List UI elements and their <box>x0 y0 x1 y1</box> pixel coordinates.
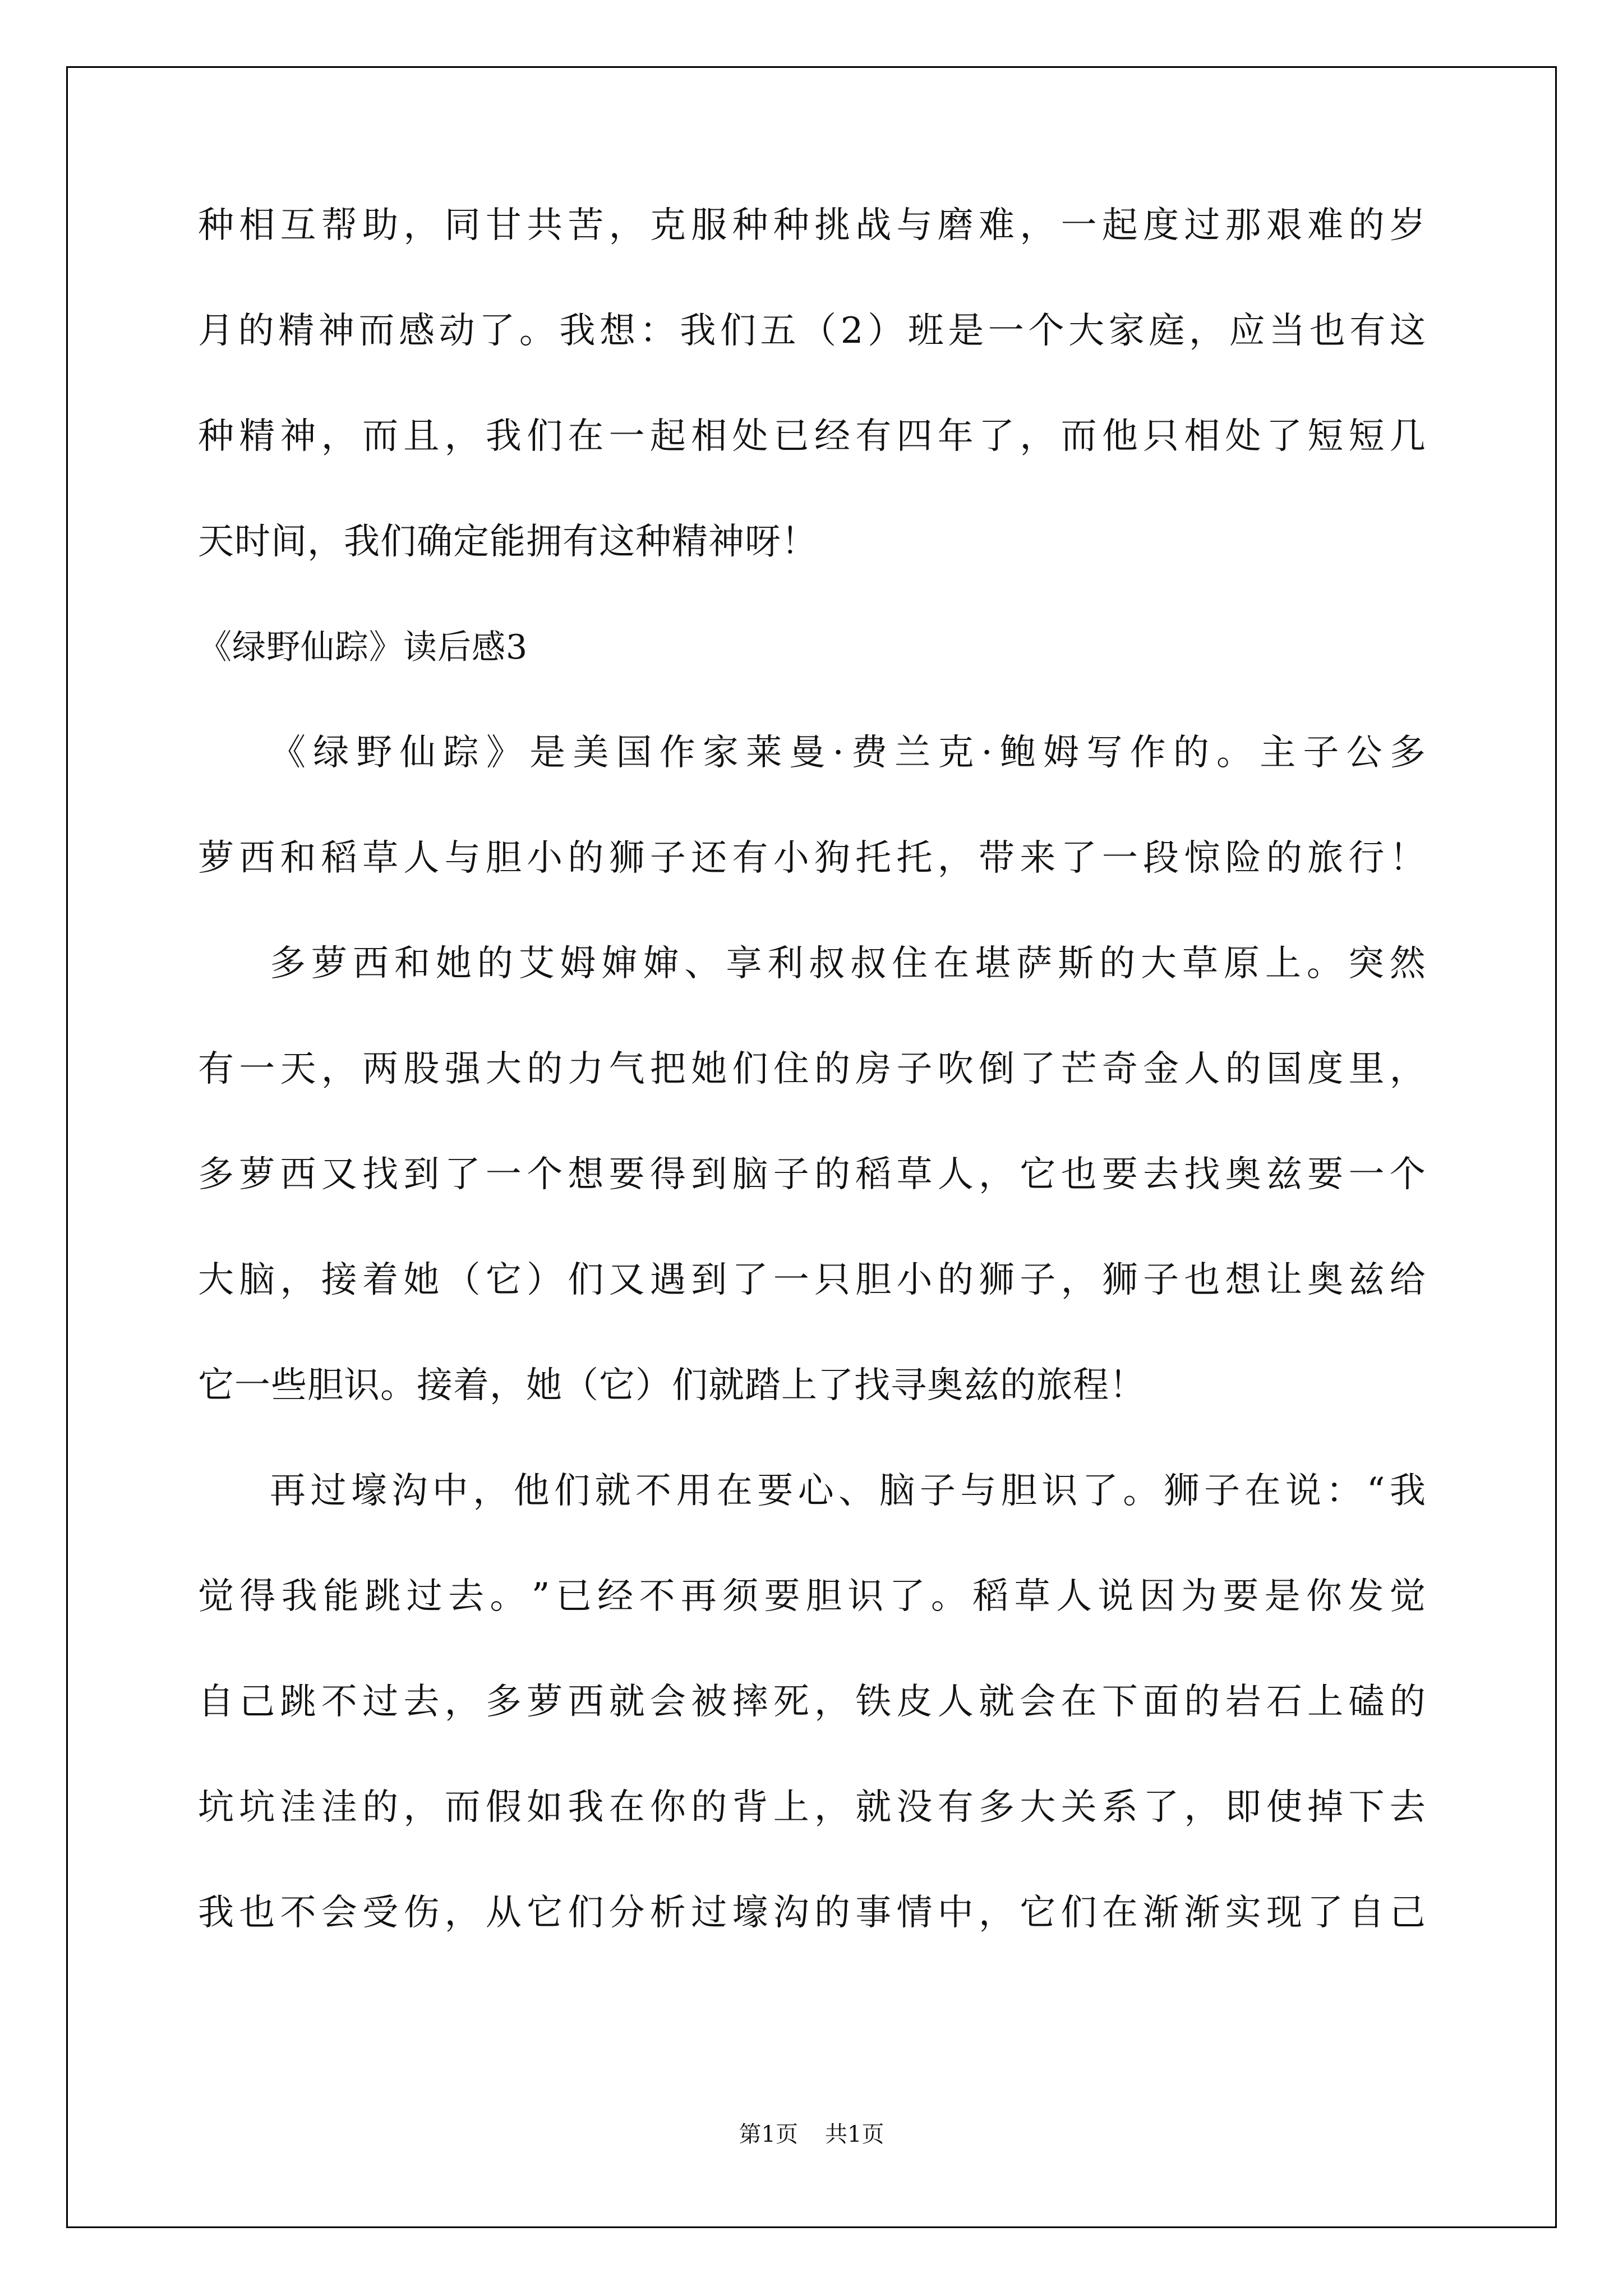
page-footer <box>0 2123 1623 2146</box>
paragraph-line: 有 一 天 ， 两 股 强 大 的 力 气 把 她 们 住 的 房 子 吹 倒 了 芒 奇 金 人 的 国 度 里 ， <box>198 1048 1426 1090</box>
paragraph-line: 种 相 互 帮 助 ， 同 甘 共 苦 ， 克 服 种 种 挑 战 与 磨 难 ， 一 起 度 过 那 艰 难 的 岁 <box>198 205 1426 246</box>
paragraph-line: 大 脑 ， 接 着 她 （ 它 ） 们 又 遇 到 了 一 只 胆 小 的 狮 子 ， 狮 子 也 想 让 奥 兹 给 <box>198 1259 1426 1301</box>
paragraph-line: 天时间，我们确定能拥有这种精神呀！ <box>198 521 818 563</box>
page-number-total: 共1页 <box>825 2122 884 2147</box>
paragraph-line: 觉 得 我 能 跳 过 去 。 ” 已 经 不 再 须 要 胆 识 了 。 稻 草 人 说 因 为 要 是 你 发 觉 <box>198 1576 1426 1617</box>
paragraph-line: 月 的 精 神 而 感 动 了 。 我 想 ： 我 们 五 （ 2 ） 班 是 一 个 大 家 庭 ， 应 当 也 有 这 <box>198 310 1426 352</box>
paragraph-line: 多 萝 西 又 找 到 了 一 个 想 要 得 到 脑 子 的 稻 草 人 ， 它 也 要 去 找 奥 兹 要 一 个 <box>198 1154 1426 1195</box>
paragraph-line: 坑 坑 洼 洼 的 ， 而 假 如 我 在 你 的 背 上 ， 就 没 有 多 大 关 系 了 ， 即 使 掉 下 去 <box>198 1787 1426 1828</box>
paragraph-line: 种 精 神 ， 而 且 ， 我 们 在 一 起 相 处 已 经 有 四 年 了 ， 而 他 只 相 处 了 短 短 几 <box>198 416 1426 457</box>
paragraph-line: 它一些胆识。接着，她（它）们就踏上了找寻奥兹的旅程！ <box>198 1365 1146 1406</box>
paragraph-line: 再 过 壕 沟 中 ， 他 们 就 不 用 在 要 心 、 脑 子 与 胆 识 了 。 狮 子 在 说 ： “ 我 <box>270 1470 1426 1512</box>
page-number-current: 第1页 <box>739 2122 798 2147</box>
paragraph-line: 《 绿 野 仙 踪 》 是 美 国 作 家 莱 曼 · 费 兰 克 · 鲍 姆 写 作 的 。 主 子 公 多 <box>270 732 1426 774</box>
paragraph-line: 萝 西 和 稻 草 人 与 胆 小 的 狮 子 还 有 小 狗 托 托 ， 带 来 了 一 段 惊 险 的 旅 行 ！ <box>198 838 1426 879</box>
section-heading: 《绿野仙踪》读后感3 <box>198 628 528 667</box>
paragraph-line: 我 也 不 会 受 伤 ， 从 它 们 分 析 过 壕 沟 的 事 情 中 ， 它 们 在 渐 渐 实 现 了 自 己 <box>198 1892 1426 1934</box>
paragraph-line: 多 萝 西 和 她 的 艾 姆 婶 婶 、 享 利 叔 叔 住 在 堪 萨 斯 的 大 草 原 上 。 突 然 <box>270 943 1426 984</box>
paragraph-line: 自 己 跳 不 过 去 ， 多 萝 西 就 会 被 摔 死 ， 铁 皮 人 就 会 在 下 面 的 岩 石 上 磕 的 <box>198 1681 1426 1723</box>
